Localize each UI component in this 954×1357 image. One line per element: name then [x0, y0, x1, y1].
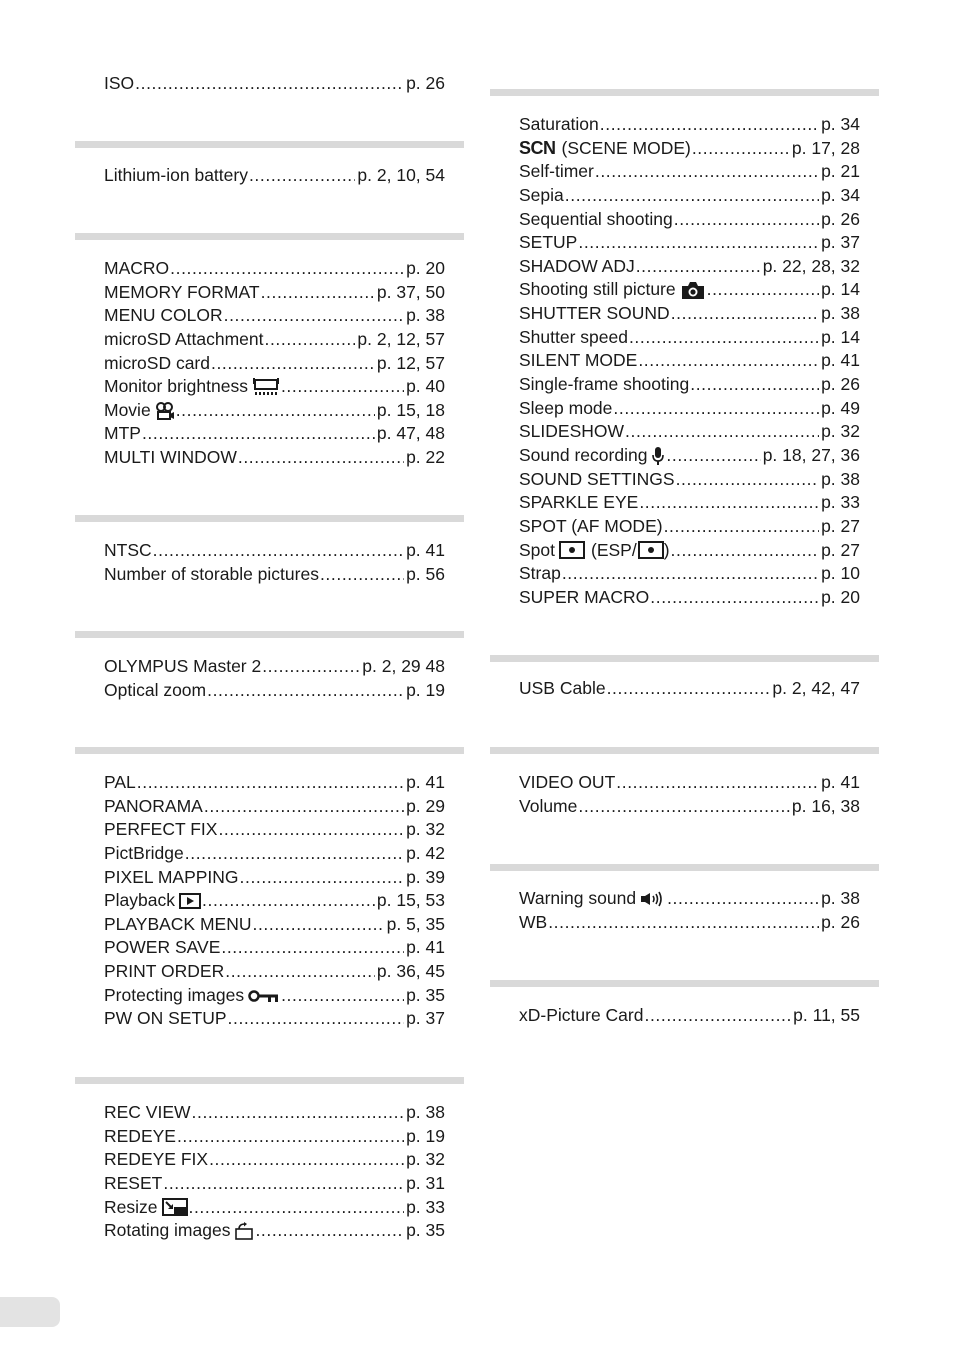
- index-entry: [104, 563, 445, 587]
- index-term: WB: [519, 911, 548, 932]
- index-entry: [519, 771, 860, 795]
- index-entry: [104, 795, 445, 819]
- index-term-text: Warning sound: [519, 888, 637, 908]
- index-entry: [519, 184, 860, 208]
- index-entry: [519, 562, 860, 586]
- index-entry: [519, 586, 860, 610]
- page-reference: p. 16, 38: [791, 795, 860, 816]
- page-reference: p. 19: [406, 679, 445, 700]
- dot-leader: [636, 255, 761, 279]
- dot-leader: [565, 184, 819, 208]
- index-term: SPOT (AF MODE): [519, 515, 663, 536]
- dot-leader: [185, 842, 404, 866]
- index-term: [104, 1219, 254, 1243]
- index-entry: [104, 960, 445, 984]
- index-term: SETUP: [519, 232, 578, 253]
- page-reference: p. 37, 50: [376, 281, 445, 302]
- index-entry: [104, 1148, 445, 1172]
- dot-leader: [692, 137, 790, 161]
- index-section-x: [490, 980, 880, 1025]
- index-term-text: Monitor brightness: [104, 376, 248, 397]
- index-entry: [104, 866, 445, 890]
- index-term: PictBridge: [104, 842, 184, 863]
- dot-leader: [177, 1125, 404, 1149]
- index-entry: [104, 375, 445, 399]
- page-edge-tab: [0, 1297, 60, 1327]
- index-entry: [104, 889, 445, 913]
- dot-leader: [320, 563, 404, 587]
- page-reference: p. 15, 53: [376, 890, 445, 911]
- dot-leader: [638, 349, 819, 373]
- index-term: USB Cable: [519, 678, 606, 698]
- index-term: PLAYBACK MENU: [104, 913, 252, 934]
- index-term-text: ): [663, 539, 670, 560]
- index-term: Self-timer: [519, 161, 594, 182]
- index-section-p: [75, 747, 465, 1029]
- index-entry: [519, 515, 860, 539]
- page-reference: p. 41: [821, 772, 860, 792]
- index-entry: [104, 679, 445, 703]
- section-divider-bar: [75, 631, 464, 638]
- page-reference: p. 18, 27, 36: [762, 444, 860, 465]
- index-entry: [519, 113, 860, 137]
- index-entry: [104, 1219, 445, 1243]
- index-term: PRINT ORDER: [104, 961, 225, 982]
- index-entry: [519, 795, 860, 819]
- index-entry: [104, 1172, 445, 1196]
- dot-leader: [204, 795, 404, 819]
- dot-leader: [595, 160, 819, 184]
- dot-leader: [225, 960, 375, 984]
- index-term: Lithium-ion battery: [104, 165, 248, 185]
- index-term: [519, 539, 670, 563]
- page-reference: p. 37: [406, 1008, 445, 1029]
- index-entry: [519, 1004, 860, 1028]
- page-reference: p. 2, 42, 47: [772, 678, 860, 698]
- page-reference: p. 5, 35: [386, 913, 445, 934]
- index-term: REC VIEW: [104, 1102, 191, 1122]
- index-term: ISO: [104, 73, 135, 93]
- dot-leader: [281, 375, 404, 399]
- index-entry: [104, 1196, 445, 1220]
- index-term: [519, 137, 691, 161]
- index-entry: [104, 399, 445, 423]
- page-reference: p. 26: [406, 73, 445, 93]
- dot-leader: [667, 887, 819, 911]
- section-divider-bar: [75, 747, 464, 754]
- dot-leader: [650, 586, 819, 610]
- page-reference: p. 14: [821, 326, 860, 347]
- index-term-text: (ESP/: [591, 539, 637, 560]
- dot-leader: [600, 113, 819, 137]
- section-divider-bar: [75, 233, 464, 240]
- index-term: [519, 444, 665, 468]
- index-entry: [519, 444, 860, 468]
- index-entry: [104, 446, 445, 470]
- microphone-icon: [651, 446, 665, 466]
- index-term: Sepia: [519, 184, 564, 205]
- page-reference: p. 38: [821, 888, 860, 908]
- index-entry: [519, 887, 860, 911]
- page-reference: p. 2, 29 48: [362, 656, 445, 676]
- index-term: SLIDESHOW: [519, 421, 625, 442]
- dot-leader: [221, 936, 404, 960]
- page-reference: p. 2, 12, 57: [357, 328, 445, 349]
- index-term: SHUTTER SOUND: [519, 303, 670, 324]
- index-term: PANORAMA: [104, 795, 203, 816]
- dot-leader: [281, 984, 404, 1008]
- index-term: SPARKLE EYE: [519, 492, 639, 513]
- index-section-s: [490, 89, 880, 607]
- index-term: MULTI WINDOW: [104, 447, 237, 468]
- dot-leader: [613, 397, 819, 421]
- index-term: REDEYE FIX: [104, 1149, 209, 1170]
- page-reference: p. 32: [406, 819, 445, 840]
- index-entry: [519, 539, 860, 563]
- index-term: [104, 399, 175, 423]
- index-term: POWER SAVE: [104, 937, 221, 958]
- index-entry: [519, 911, 860, 935]
- index-term: SOUND SETTINGS: [519, 468, 675, 489]
- section-divider-bar: [75, 141, 464, 148]
- dot-leader: [142, 422, 375, 446]
- section-divider-bar: [75, 1077, 464, 1084]
- dot-leader: [153, 539, 404, 563]
- index-section-l: [75, 141, 465, 185]
- index-term: [519, 278, 706, 302]
- page-reference: p. 21: [821, 161, 860, 182]
- page-reference: p. 41: [821, 350, 860, 371]
- page-reference: p. 34: [821, 184, 860, 205]
- index-term: Single-frame shooting: [519, 374, 690, 395]
- page-reference: p. 10: [821, 563, 860, 584]
- index-entry: [519, 373, 860, 397]
- index-section-r: [75, 1077, 465, 1241]
- index-term: Number of storable pictures: [104, 563, 319, 584]
- index-term: SHADOW ADJ: [519, 255, 635, 276]
- dot-leader: [674, 208, 819, 232]
- dot-leader: [211, 352, 375, 376]
- monitor-brightness-icon: [252, 378, 280, 396]
- index-entry: [519, 420, 860, 444]
- index-entry: [519, 160, 860, 184]
- index-entry: [519, 468, 860, 492]
- index-term: MENU COLOR: [104, 305, 223, 326]
- index-term: Volume: [519, 795, 578, 816]
- page-reference: p. 29: [406, 795, 445, 816]
- movie-camera-icon: [155, 402, 175, 420]
- index-section-v: [490, 747, 880, 816]
- page-reference: p. 15, 18: [376, 399, 445, 420]
- index-term: MTP: [104, 423, 141, 444]
- dot-leader: [676, 468, 819, 492]
- page-reference: p. 20: [406, 258, 445, 278]
- page-reference: p. 12, 57: [376, 352, 445, 373]
- page-reference: p. 38: [406, 305, 445, 326]
- index-entry: [104, 164, 445, 188]
- page-reference: p. 41: [406, 540, 445, 560]
- speaker-icon: [640, 890, 666, 908]
- index-term: PERFECT FIX: [104, 819, 218, 840]
- section-divider-bar: [490, 980, 879, 987]
- page-reference: p. 32: [406, 1149, 445, 1170]
- page-reference: p. 2, 10, 54: [357, 165, 445, 185]
- index-term: RESET: [104, 1172, 163, 1193]
- page-reference: p. 26: [821, 208, 860, 229]
- index-term: MEMORY FORMAT: [104, 281, 260, 302]
- index-entry: [104, 352, 445, 376]
- index-entry: [104, 1101, 445, 1125]
- index-term: Sequential shooting: [519, 208, 673, 229]
- index-term: [519, 887, 666, 911]
- index-entry: [104, 1007, 445, 1031]
- index-term: microSD card: [104, 352, 210, 373]
- page-reference: p. 14: [821, 279, 860, 300]
- page-reference: p. 41: [406, 937, 445, 958]
- page-reference: p. 35: [406, 984, 445, 1005]
- index-entry: [104, 936, 445, 960]
- page-reference: p. 40: [406, 376, 445, 397]
- dot-leader: [218, 818, 404, 842]
- index-entry: [519, 278, 860, 302]
- index-section-m: [75, 233, 465, 468]
- dot-leader: [261, 281, 375, 305]
- page-reference: p. 31: [406, 1172, 445, 1193]
- index-entry: [519, 255, 860, 279]
- page-reference: p. 32: [821, 421, 860, 442]
- dot-leader: [671, 302, 819, 326]
- scene-mode-icon: SCN: [519, 137, 556, 158]
- page-reference: p. 56: [406, 563, 445, 584]
- dot-leader: [209, 1148, 404, 1172]
- resize-icon: [162, 1198, 188, 1216]
- index-term-text: Movie: [104, 399, 151, 420]
- index-entry: [104, 328, 445, 352]
- dot-leader: [629, 326, 819, 350]
- index-entry: [519, 397, 860, 421]
- page-reference: p. 19: [406, 1125, 445, 1146]
- index-term: Strap: [519, 563, 561, 584]
- page-reference: p. 26: [821, 374, 860, 395]
- page-reference: p. 41: [406, 772, 445, 792]
- index-section-u: [490, 655, 880, 698]
- dot-leader: [170, 257, 404, 281]
- page-reference: p. 22, 28, 32: [762, 255, 860, 276]
- index-section-o: [75, 631, 465, 700]
- index-term: SILENT MODE: [519, 350, 638, 371]
- dot-leader: [707, 278, 819, 302]
- page-reference: p. 27: [821, 539, 860, 560]
- index-entry: [104, 422, 445, 446]
- dot-leader: [189, 1196, 405, 1220]
- rotate-icon: [234, 1222, 254, 1240]
- dot-leader: [163, 1172, 404, 1196]
- index-term-text: Playback: [104, 890, 176, 911]
- page-reference: p. 38: [821, 468, 860, 489]
- index-entry: [104, 257, 445, 281]
- dot-leader: [255, 1219, 404, 1243]
- index-entry: [104, 771, 445, 795]
- dot-leader: [207, 679, 404, 703]
- index-term: OLYMPUS Master 2: [104, 656, 262, 676]
- index-term: [104, 984, 280, 1008]
- page-reference: p. 38: [821, 303, 860, 324]
- index-term: xD-Picture Card: [519, 1005, 644, 1025]
- index-term: VIDEO OUT: [519, 772, 616, 792]
- page-reference: p. 49: [821, 397, 860, 418]
- index-term: Saturation: [519, 114, 599, 134]
- index-term: NTSC: [104, 540, 152, 560]
- section-divider-bar: [490, 89, 879, 96]
- index-term-text: Rotating images: [104, 1220, 231, 1241]
- page-reference: p. 36, 45: [376, 961, 445, 982]
- index-entry: [519, 208, 860, 232]
- index-term-text: (SCENE MODE): [561, 137, 691, 158]
- section-divider-bar: [75, 515, 464, 522]
- index-term: PIXEL MAPPING: [104, 866, 239, 887]
- dot-leader: [639, 491, 819, 515]
- dot-leader: [664, 515, 819, 539]
- page-reference: p. 26: [821, 911, 860, 932]
- page-reference: p. 35: [406, 1220, 445, 1241]
- index-entry: [519, 677, 860, 701]
- page-reference: p. 39: [406, 866, 445, 887]
- dot-leader: [616, 771, 819, 795]
- index-term: Optical zoom: [104, 679, 207, 700]
- section-divider-bar: [490, 747, 879, 754]
- index-entry: [104, 842, 445, 866]
- page-reference: p. 17, 28: [791, 137, 860, 158]
- index-entry: [104, 281, 445, 305]
- dot-leader: [262, 655, 360, 679]
- page-reference: p. 33: [406, 1196, 445, 1217]
- dot-leader: [644, 1004, 791, 1028]
- index-entry: [104, 72, 445, 96]
- page-reference: p. 34: [821, 114, 860, 134]
- index-entry: [519, 491, 860, 515]
- index-term-text: Sound recording: [519, 444, 648, 465]
- dot-leader: [578, 795, 790, 819]
- page-reference: p. 37: [821, 232, 860, 253]
- index-term: REDEYE: [104, 1125, 176, 1146]
- dot-leader: [607, 677, 771, 701]
- dot-leader: [192, 1101, 405, 1125]
- page-reference: p. 47, 48: [376, 423, 445, 444]
- page-reference: p. 42: [406, 842, 445, 863]
- index-term: [104, 1196, 188, 1220]
- index-entry: [519, 326, 860, 350]
- index-entry: [104, 1125, 445, 1149]
- dot-leader: [671, 539, 820, 563]
- page-reference: p. 38: [406, 1102, 445, 1122]
- dot-leader: [137, 771, 404, 795]
- spot-metering-icon: [559, 541, 585, 559]
- dot-leader: [238, 446, 404, 470]
- key-icon: [248, 989, 280, 1003]
- dot-leader: [666, 444, 760, 468]
- index-entry: [104, 655, 445, 679]
- index-term: microSD Attachment: [104, 328, 264, 349]
- camera-icon: [680, 280, 706, 300]
- index-section-w: [490, 864, 880, 932]
- section-divider-bar: [490, 864, 879, 871]
- index-term-text: Spot: [519, 539, 555, 560]
- dot-leader: [625, 420, 819, 444]
- index-term-text: Resize: [104, 1196, 158, 1217]
- dot-leader: [224, 304, 404, 328]
- dot-leader: [562, 562, 819, 586]
- index-entry: [104, 818, 445, 842]
- index-entry: [104, 984, 445, 1008]
- dot-leader: [240, 866, 405, 890]
- dot-leader: [176, 399, 375, 423]
- playback-icon: [179, 893, 201, 909]
- dot-leader: [135, 72, 404, 96]
- index-term: Sleep mode: [519, 397, 613, 418]
- index-term-text: Protecting images: [104, 984, 245, 1005]
- index-entry: [519, 231, 860, 255]
- index-entry: [519, 302, 860, 326]
- dot-leader: [228, 1007, 405, 1031]
- index-term: Shutter speed: [519, 326, 628, 347]
- index-entry: [104, 539, 445, 563]
- index-section-n: [75, 515, 465, 584]
- index-term: [104, 375, 280, 399]
- spot-metering-icon: [638, 541, 664, 559]
- dot-leader: [548, 911, 819, 935]
- page-reference: p. 33: [821, 492, 860, 513]
- index-term: [104, 889, 201, 913]
- index-term-text: Shooting still picture: [519, 279, 676, 300]
- index-entry: [519, 137, 860, 161]
- dot-leader: [578, 231, 819, 255]
- index-term: MACRO: [104, 258, 170, 278]
- index-term: SUPER MACRO: [519, 586, 650, 607]
- index-entry: [519, 349, 860, 373]
- section-divider-bar: [490, 655, 879, 662]
- dot-leader: [690, 373, 819, 397]
- index-term: PW ON SETUP: [104, 1008, 227, 1029]
- page-reference: p. 20: [821, 586, 860, 607]
- index-entry: [104, 304, 445, 328]
- dot-leader: [249, 164, 355, 188]
- dot-leader: [265, 328, 356, 352]
- page-reference: p. 22: [406, 447, 445, 468]
- page-reference: p. 27: [821, 515, 860, 536]
- dot-leader: [202, 889, 375, 913]
- index-term: PAL: [104, 772, 136, 792]
- dot-leader: [253, 913, 385, 937]
- index-entry: [104, 913, 445, 937]
- page-reference: p. 11, 55: [793, 1005, 860, 1025]
